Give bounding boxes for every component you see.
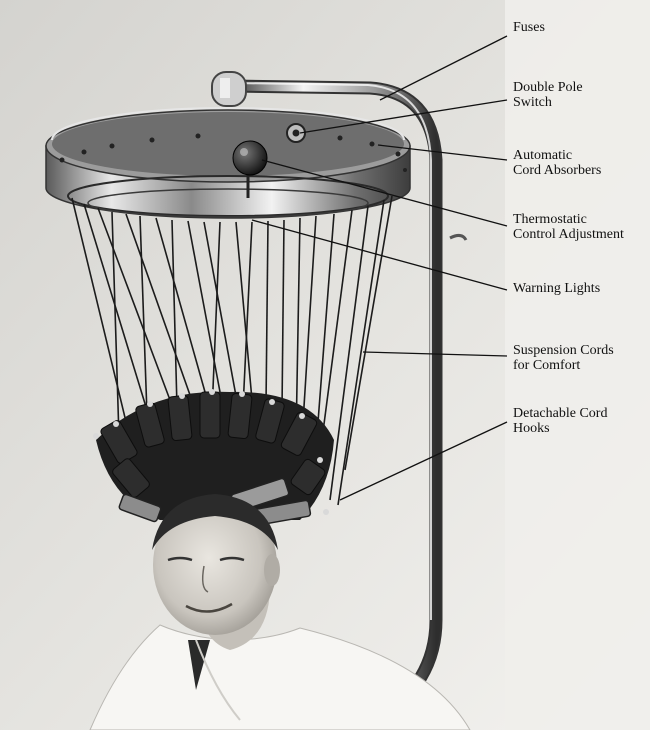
label-automatic-cord-absorbers: Automatic Cord Absorbers	[513, 148, 602, 178]
label-warning-lights: Warning Lights	[513, 281, 601, 296]
fuse-housing	[212, 72, 246, 106]
label-fuses: Fuses	[513, 20, 545, 35]
label-double-pole-switch: Double Pole Switch	[513, 80, 583, 110]
label-detachable-cord-hooks: Detachable Cord Hooks	[513, 406, 608, 436]
label-suspension-cords: Suspension Cords for Comfort	[513, 343, 614, 373]
label-thermostatic-control-adjustment: Thermostatic Control Adjustment	[513, 212, 624, 242]
